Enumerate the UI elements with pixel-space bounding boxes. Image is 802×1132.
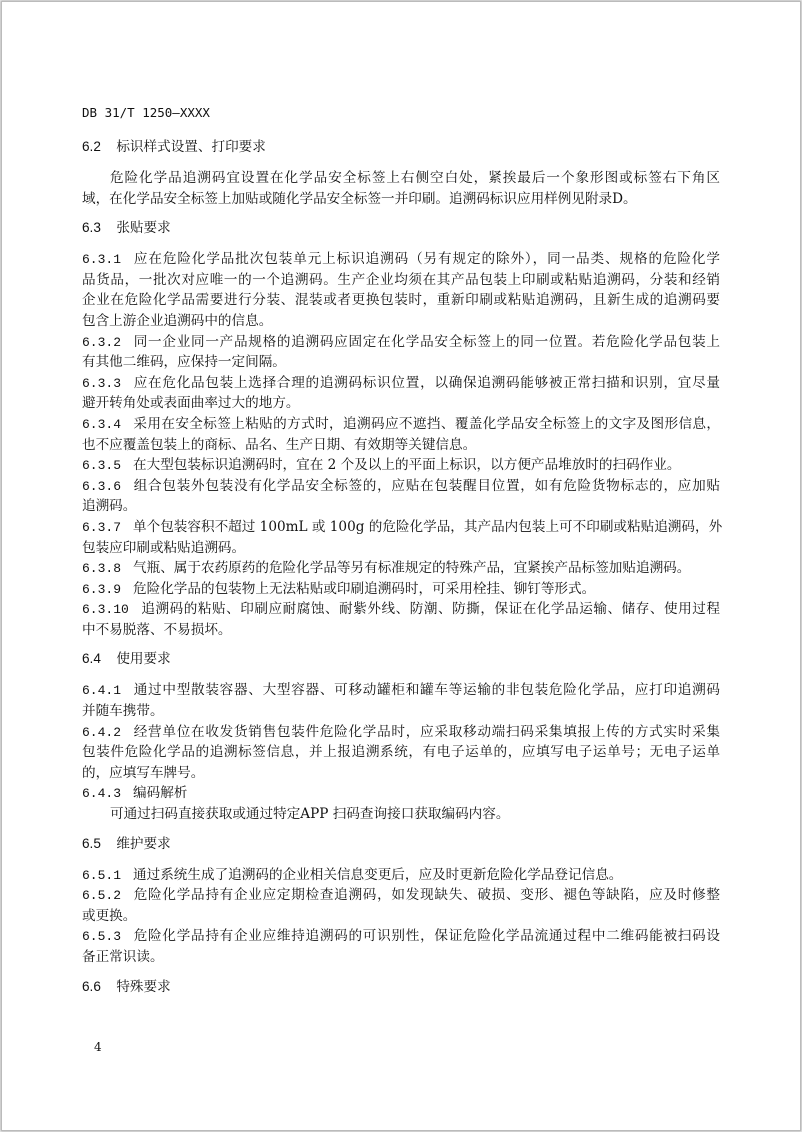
- clause-6-4-1: [82, 680, 720, 721]
- line-text: 也不应覆盖包装上的商标、品名、生产日期、有效期等关键信息。: [82, 436, 477, 453]
- clause-number: 6.3.7: [82, 519, 122, 535]
- clause-number: 6.3.1: [82, 252, 122, 268]
- line-text: 域，在化学品安全标签上加贴或随化学品安全标签一并印刷。追溯码标识应用样例见附录D。: [82, 190, 637, 207]
- clause-6-3-6: [82, 476, 720, 517]
- text-line: [82, 926, 720, 947]
- line-text: 危险化学品持有企业应维持追溯码的可识别性，保证危险化学品流通过程中二维码能被扫码设: [133, 928, 720, 945]
- line-text: 采用在安全标签上粘贴的方式时，追溯码应不遮挡、覆盖化学品安全标签上的文字及图形信息，: [133, 415, 720, 432]
- text-line: [82, 168, 720, 189]
- text-line: [82, 865, 720, 886]
- text-line: [82, 722, 720, 743]
- text-line: [82, 189, 720, 210]
- clause-6-5-2: [82, 885, 720, 926]
- text-line: [82, 701, 720, 722]
- clause-number: 6.3.10: [82, 602, 129, 618]
- line-text: 的，应填写车牌号。: [82, 764, 205, 781]
- text-line: [82, 290, 720, 311]
- clause-6-3-3: [82, 373, 720, 414]
- section-title: 维护要求: [116, 835, 171, 852]
- section-number: 6.4: [82, 651, 101, 667]
- clause-number: 6.3.9: [82, 581, 122, 597]
- line-text: 危险化学品的包装物上无法粘贴或印刷追溯码时，可采用栓挂、铆钉等形式。: [133, 580, 596, 597]
- clause-6-5-1: [82, 865, 720, 886]
- clause-6-3-10: [82, 599, 720, 640]
- line-text: 或更换。: [82, 907, 137, 924]
- clause-number: 6.3.4: [82, 416, 122, 432]
- clause-6-3-7: [82, 517, 723, 558]
- paragraph: [82, 168, 720, 209]
- line-text: 同一企业同一产品规格的追溯码应固定在化学品安全标签上的同一位置。若危险化学品包装上: [133, 333, 720, 350]
- line-text: 在大型包装标识追溯码时，宜在 2 个及以上的平面上标识，以方便产品堆放时的扫码作业。: [133, 457, 681, 474]
- clause-number: 6.5.2: [82, 888, 122, 904]
- section-heading: [82, 977, 720, 997]
- text-line: [82, 538, 720, 559]
- section-title: 特殊要求: [116, 978, 171, 995]
- line-text: 备正常识读。: [82, 949, 164, 965]
- clause-6-3-1: [82, 249, 720, 331]
- text-line: [82, 620, 720, 641]
- text-line: [82, 783, 720, 804]
- text-line: [82, 270, 720, 291]
- section-number: 6.2: [82, 139, 101, 154]
- text-line: [82, 742, 720, 763]
- clause-6-3-4: [82, 414, 720, 455]
- line-text: 危险化学品持有企业应定期检查追溯码，如发现缺失、破损、变形、褪色等缺陷，应及时修整: [133, 887, 720, 904]
- text-line: [82, 804, 720, 825]
- clause-number: 6.3.3: [82, 375, 122, 391]
- text-line: [82, 906, 720, 927]
- line-text: 中不易脱落、不易损坏。: [82, 621, 232, 638]
- clause-number: 6.4.1: [82, 683, 122, 699]
- page-number: 4: [94, 1040, 102, 1054]
- clause-6-4-3: [82, 783, 720, 804]
- line-text: 品货品，一批次对应唯一的一个追溯码。生产企业均须在其产品包装上印刷或粘贴追溯码，分装和经销: [82, 271, 720, 288]
- text-line: [82, 311, 720, 332]
- clause-number: 6.5.3: [82, 929, 122, 945]
- line-text: 有其他二维码，应保持一定间隔。: [82, 354, 286, 371]
- section-number: 6.3: [82, 220, 101, 236]
- line-text: 可通过扫码直接获取或通过特定APP 扫码查询接口获取编码内容。: [110, 806, 510, 823]
- clause-number: 6.4.2: [82, 724, 122, 740]
- clause-number: 6.3.5: [82, 458, 122, 474]
- section-heading: [82, 218, 720, 238]
- text-line: [82, 414, 720, 435]
- line-text: 单个包装容积不超过 100mL 或 100g 的危险化学品，其产品内包装上可不印刷或粘贴追溯码，外: [133, 518, 723, 535]
- clause-6-3-2: [82, 332, 720, 373]
- line-text: 通过中型散装容器、大型容器、可移动罐柜和罐车等运输的非包装危险化学品，应打印追溯码: [133, 682, 720, 699]
- document-header: DB 31/T 1250—XXXX: [82, 105, 210, 120]
- clause-number: 6.4.3: [82, 786, 122, 802]
- text-line: [82, 517, 723, 538]
- text-line: [82, 885, 720, 906]
- section-heading: [82, 834, 720, 854]
- line-text: 应在危险化学品批次包装单元上标识追溯码（另有规定的除外），同一品类、规格的危险化学: [133, 251, 720, 268]
- line-text: 经营单位在收发货销售包装件危险化学品时，应采取移动端扫码采集填报上传的方式实时采集: [133, 723, 720, 740]
- text-line: [82, 435, 720, 456]
- text-line: [82, 249, 720, 270]
- section-heading: [82, 137, 720, 157]
- line-text: 追溯码。: [82, 498, 137, 515]
- text-line: [82, 352, 720, 373]
- document-page: [1, 1, 801, 1131]
- section-number: 6.6: [82, 978, 101, 994]
- text-line: [82, 496, 720, 517]
- clause-number: 6.3.2: [82, 334, 122, 350]
- section-heading: [82, 649, 720, 669]
- line-text: 并随车携带。: [82, 703, 164, 720]
- text-line: [82, 558, 720, 579]
- line-text: 组合包装外包装没有化学品安全标签的，应贴在包装醒目位置，如有危险货物标志的，应加贴: [133, 477, 720, 494]
- section-number: 6.5: [82, 835, 101, 851]
- text-line: [82, 332, 720, 353]
- section-6-5: [82, 834, 720, 968]
- text-line: [82, 373, 720, 394]
- line-text: 气瓶、属于农药原药的危险化学品等另有标准规定的特殊产品，宜紧挨产品标签加贴追溯码。: [133, 560, 691, 577]
- line-text: 危险化学品追溯码宜设置在化学品安全标签上右侧空白处，紧挨最后一个象形图或标签右下角区: [110, 170, 720, 186]
- section-6-4: [82, 649, 720, 824]
- section-6-6: [82, 977, 720, 997]
- section-title: 使用要求: [116, 651, 171, 668]
- text-line: [82, 579, 720, 600]
- line-text: 包含上游企业追溯码中的信息。: [82, 312, 273, 329]
- line-text: 包装应印刷或粘贴追溯码。: [82, 539, 246, 556]
- clause-number: 6.3.8: [82, 561, 122, 577]
- line-text: 追溯码的粘贴、印刷应耐腐蚀、耐紫外线、防潮、防撕，保证在化学品运输、储存、使用过程: [140, 601, 720, 618]
- line-text: 通过系统生成了追溯码的企业相关信息变更后，应及时更新危险化学品登记信息。: [133, 866, 623, 883]
- text-line: [82, 393, 720, 414]
- clause-number: 6.3.6: [82, 478, 122, 494]
- clause-6-5-3: [82, 926, 720, 967]
- clause-6-4-2: [82, 722, 720, 784]
- paragraph: [82, 804, 720, 825]
- clause-number: 6.5.1: [82, 867, 122, 883]
- clause-6-3-5: [82, 455, 720, 476]
- text-line: [82, 476, 720, 497]
- clause-6-3-9: [82, 579, 720, 600]
- section-title: 张贴要求: [116, 220, 171, 237]
- section-title: 标识样式设置、打印要求: [116, 139, 266, 155]
- line-text: 企业在危险化学品需要进行分装、混装或者更换包装时，重新印刷或粘贴追溯码，且新生成的追溯码要: [82, 292, 720, 309]
- text-line: [82, 455, 720, 476]
- line-text: 包装件危险化学品的追溯标签信息，并上报追溯系统，有电子运单的，应填写电子运单号；无电子运单: [82, 744, 720, 761]
- document-body: [82, 137, 723, 1008]
- line-text: 应在危化品包装上选择合理的追溯码标识位置，以确保追溯码能够被正常扫描和识别，宜尽量: [133, 374, 720, 391]
- section-6-3: [82, 218, 723, 640]
- text-line: [82, 680, 720, 701]
- section-6-2: [82, 137, 720, 209]
- text-line: [82, 947, 720, 968]
- line-text: 避开转角处或表面曲率过大的地方。: [82, 395, 300, 412]
- clause-6-3-8: [82, 558, 720, 579]
- text-line: [82, 763, 720, 784]
- line-text: 编码解析: [133, 785, 188, 802]
- text-line: [82, 599, 720, 620]
